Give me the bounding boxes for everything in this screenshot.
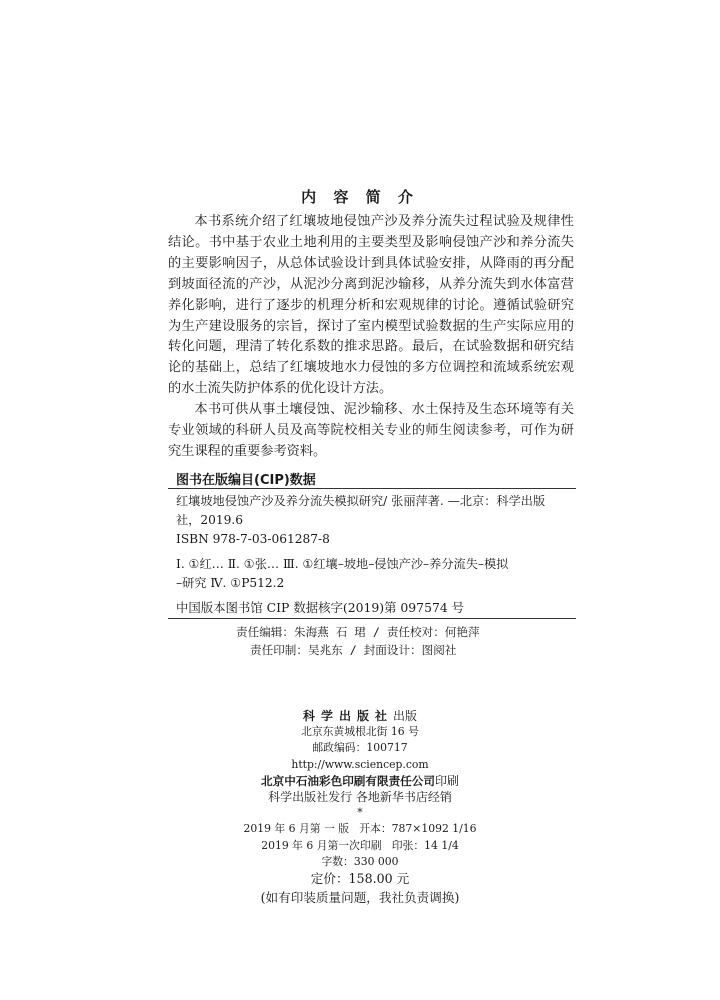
printer-name: 北京中石油彩色印刷有限责任公司: [261, 773, 435, 788]
cip-line-title: 红壤坡地侵蚀产沙及养分流失模拟研究/ 张丽萍著. —北京：科学出版: [176, 494, 546, 508]
summary-title: 内 容 简 介: [301, 188, 419, 206]
format-info: 开本：787×1092 1/16: [359, 822, 477, 836]
printing-info: 2019 年 6 月第一次印刷: [261, 838, 382, 852]
price: 定价：158.00 元: [310, 871, 410, 887]
separator-star: *: [357, 806, 363, 820]
printer-line: [0, 773, 720, 789]
cip-heading: 图书在版编目(CIP)数据: [176, 473, 316, 488]
word-count: 字数：330 000: [321, 854, 399, 868]
summary-paragraph-1: 本书系统介绍了红壤坡地侵蚀产沙及养分流失过程试验及规律性结论。书中基于农业土地利用的主要类型及影响侵蚀产沙和养分流失的主要影响因子，从总体试验设计到具体试验安排，从降雨的再分配到坡面径流的产沙，从泥沙分离到泥沙输移，从养分流失到水体富营养化影响，进行了逐步的机理分析和宏观规律的讨论。遵循试验研究为生产建设服务的宗旨，探讨了室内模型试验数据的生产实际应用的转化问题，理清了转化系数的推求思路。最后，在试验数据和研究结论的基础上，总结了红壤坡地水力侵蚀的多方位调控和流域系统宏观的水土流失防护体系的优化设计方法。: [168, 214, 574, 397]
cip-line-isbn: ISBN 978-7-03-061287-8: [176, 532, 330, 546]
publisher-address: 北京东黄城根北街 16 号: [301, 725, 419, 739]
cip-line-classification-cont: –研究 Ⅳ. ①P512.2: [176, 576, 285, 590]
printing-line: [0, 838, 720, 854]
cip-number: 中国版本图书馆 CIP 数据核字(2019)第 097574 号: [176, 600, 465, 615]
imprint: [0, 708, 720, 908]
sheets-info: 印张：14 1/4: [391, 838, 459, 852]
publisher-postcode: 邮政编码：100717: [312, 741, 408, 755]
printer-suffix: 印刷: [434, 773, 459, 788]
publisher-website: http://www.sciencep.com: [291, 757, 429, 771]
quality-note: (如有印装质量问题，我社负责调换): [260, 890, 460, 906]
editors-line-1: 责任编辑：朱海燕 石 珺 / 责任校对：何艳萍: [236, 625, 480, 639]
edition-line: [0, 821, 720, 837]
cip-line-publisher: 社，2019.6: [176, 513, 244, 527]
edition-info: 2019 年 6 月第 一 版: [243, 822, 349, 836]
cip-record: [176, 492, 576, 593]
publisher-name: 科学出版社: [302, 709, 393, 723]
summary-text: [168, 212, 574, 463]
publisher-suffix: 出版: [393, 709, 418, 723]
editors-line-2: 责任印制：吴兆东 / 封面设计：图阅社: [250, 643, 457, 657]
cip-top-rule: [168, 488, 576, 489]
cip-line-classification: Ⅰ. ①红… Ⅱ. ①张… Ⅲ. ①红壤–坡地–侵蚀产沙–养分流失–模拟: [176, 557, 509, 571]
publisher-line: [0, 708, 720, 724]
distribution-line: 科学出版社发行 各地新华书店经销: [268, 790, 452, 805]
cip-bottom-rule: [168, 618, 576, 619]
editors-credits: [236, 623, 576, 659]
summary-paragraph-2: 本书可供从事土壤侵蚀、泥沙输移、水土保持及生态环境等有关专业领域的科研人员及高等院校相关专业的师生阅读参考，可作为研究生课程的重要参考资料。: [168, 402, 574, 459]
